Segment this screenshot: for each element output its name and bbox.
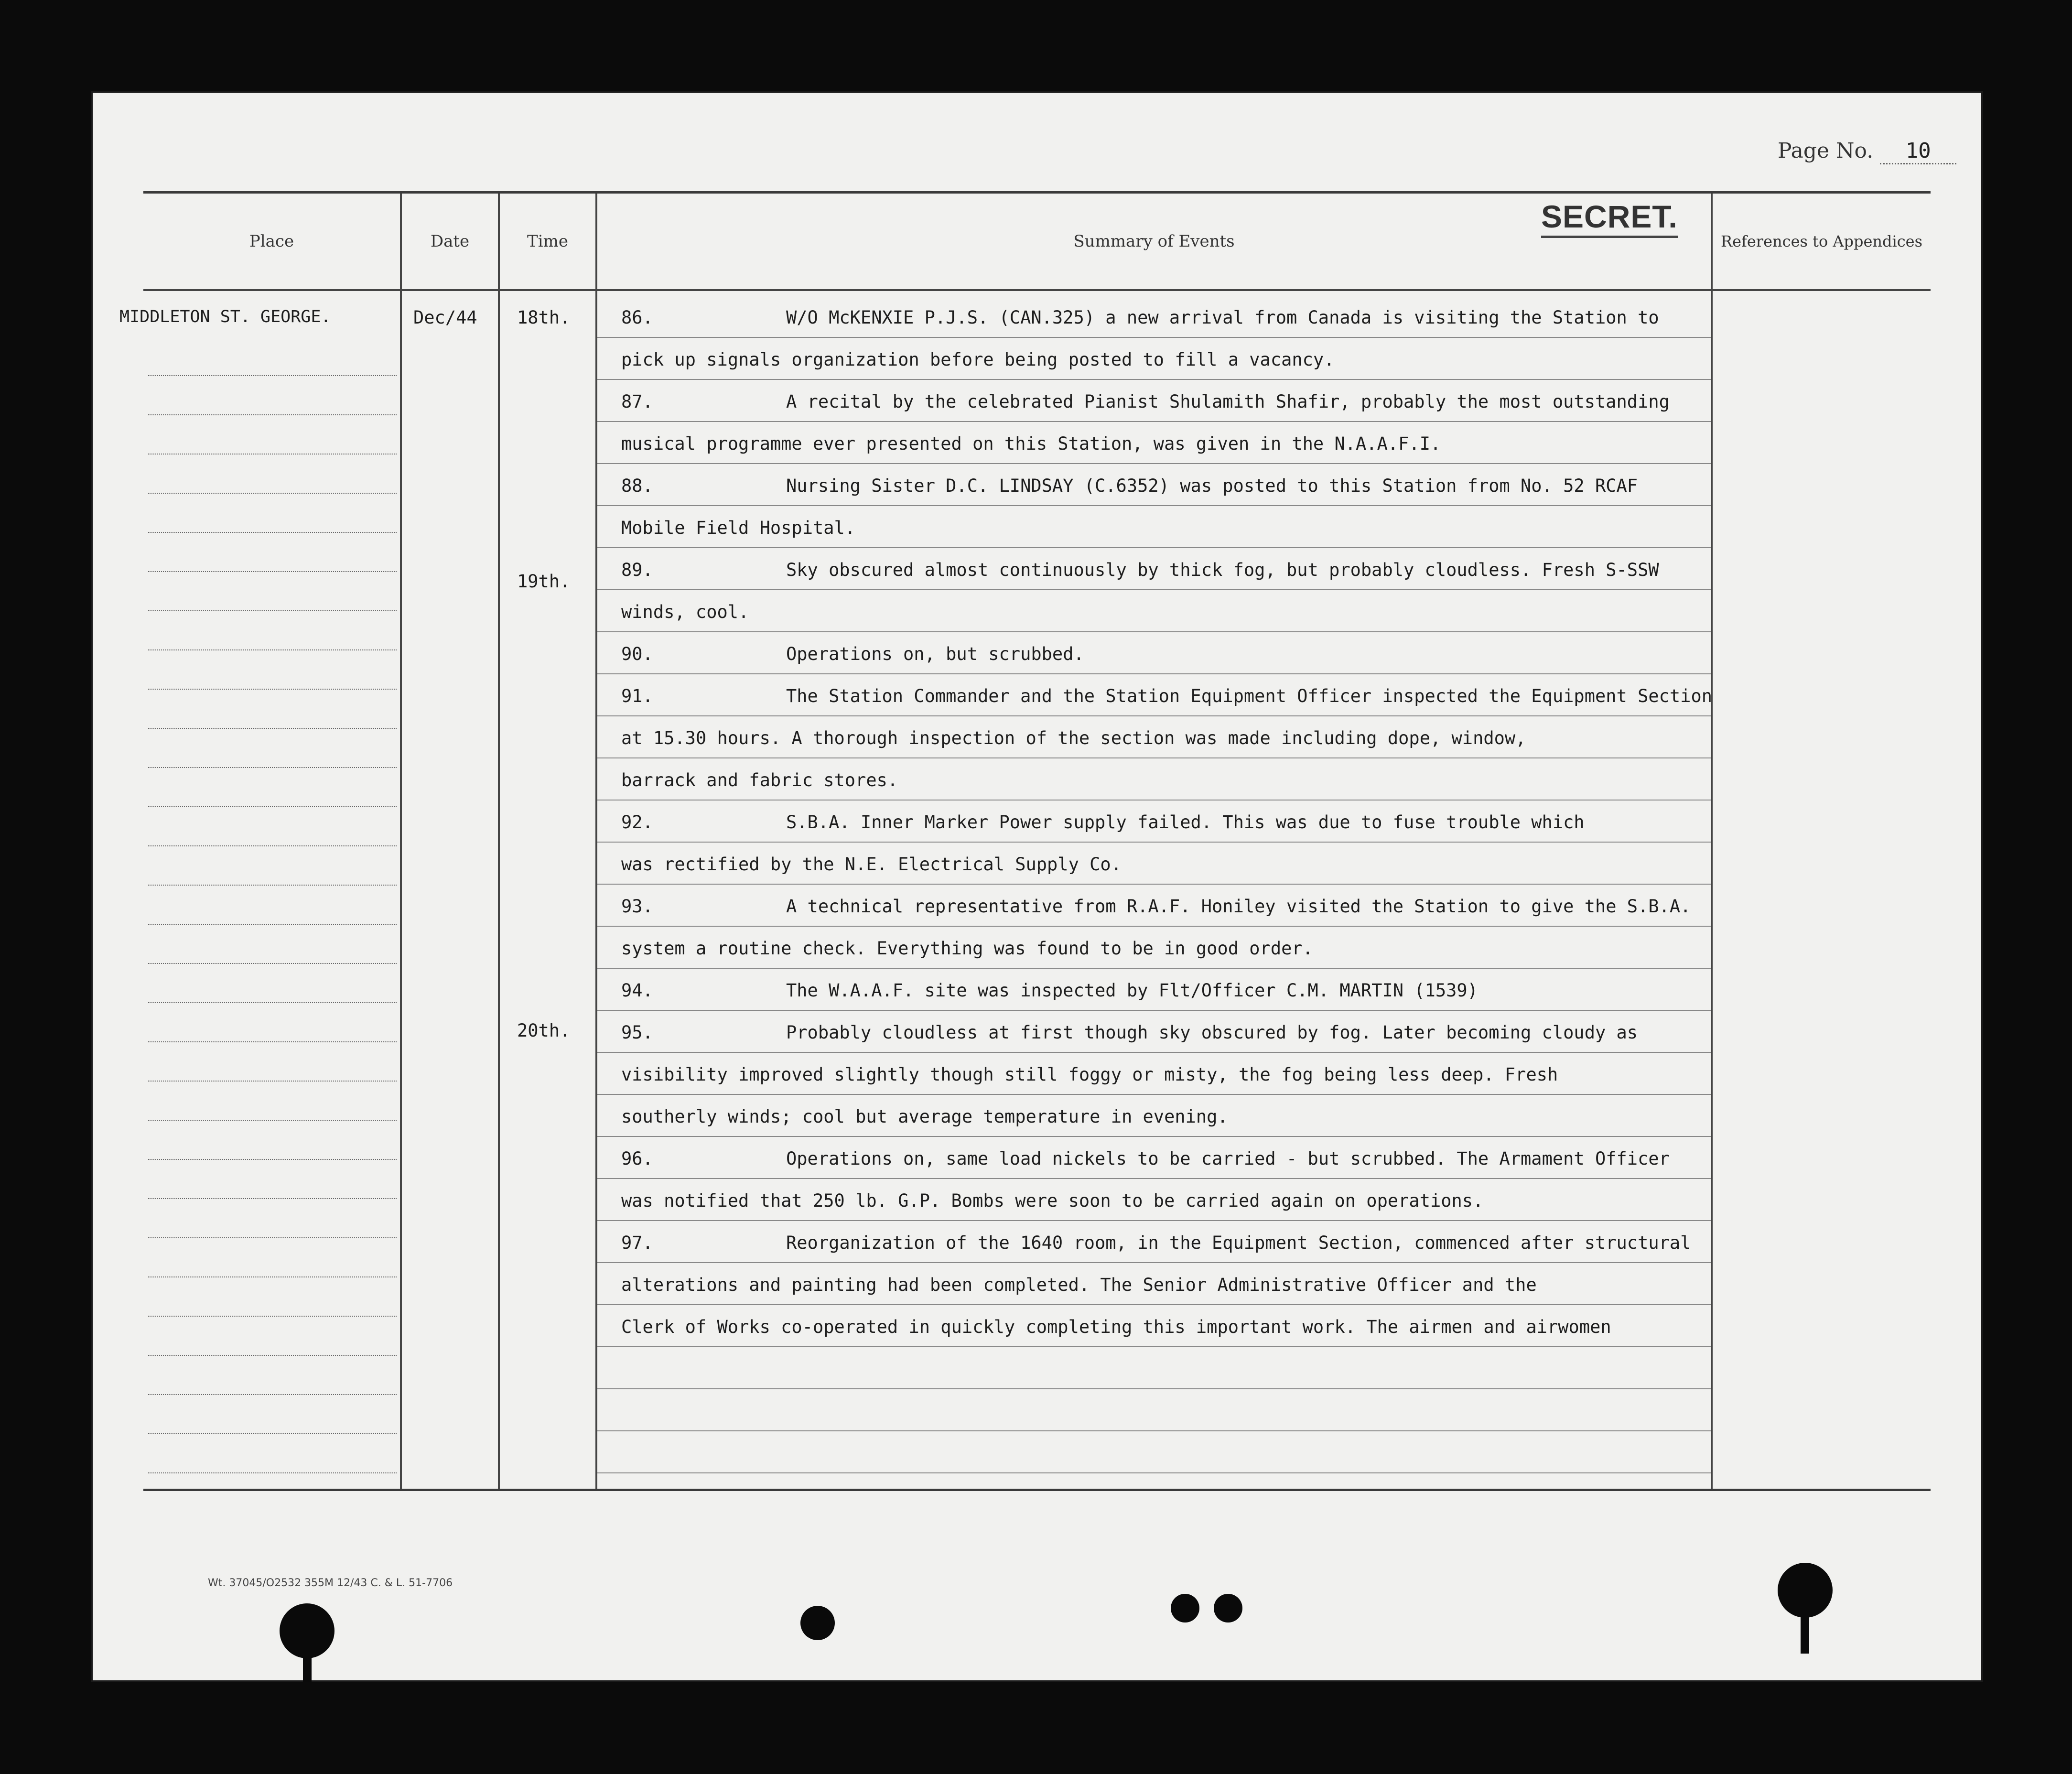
entry-number: 89. [621,560,653,580]
dotted-rule [148,1120,397,1121]
dotted-rule [148,689,397,690]
dotted-rule [148,532,397,533]
entry-number: 86. [621,307,653,328]
summary-line: Clerk of Works co-operated in quickly completing this important work. The airmen and airwomen [621,1317,1611,1337]
dotted-rule [148,845,397,846]
time-cell: 18th. [517,307,571,328]
summary-line: Mobile Field Hospital. [621,518,856,538]
column-divider [400,194,402,1489]
ruled-line [597,1136,1711,1137]
column-divider [1711,194,1713,1489]
ruled-line [597,379,1711,380]
dotted-rule [148,1355,397,1356]
entry-number: 87. [621,391,653,412]
ruled-line [597,631,1711,632]
entry-number: 97. [621,1233,653,1253]
entry-number: 91. [621,686,653,706]
column-divider [595,194,597,1489]
dotted-rule [148,649,397,650]
summary-line: Reorganization of the 1640 room, in the Equipment Section, commenced after structural [786,1233,1691,1253]
header-rule [143,289,1931,291]
dotted-rule [148,728,397,729]
dotted-rule [148,924,397,925]
summary-line: A recital by the celebrated Pianist Shulamith Shafir, probably the most outstanding [786,391,1670,412]
ruled-line [597,715,1711,716]
header-place: Place [249,232,294,251]
summary-line: winds, cool. [621,602,749,622]
dotted-rule [148,375,397,376]
page-number-label: Page No. [1778,139,1874,163]
header-references: References to Appendices [1720,232,1923,250]
ruled-line [597,1010,1711,1011]
dotted-rule [148,1433,397,1434]
dotted-rule [148,610,397,611]
summary-line: W/O McKENXIE P.J.S. (CAN.325) a new arrival from Canada is visiting the Station to [786,307,1659,328]
time-cell: 19th. [517,571,571,592]
dotted-rule [148,414,397,415]
dotted-rule [148,1316,397,1317]
summary-line: alterations and painting had been completed. The Senior Administrative Officer and the [621,1275,1537,1295]
entry-number: 90. [621,644,653,664]
ruled-line [597,968,1711,969]
ruled-line [597,1262,1711,1263]
summary-line: Operations on, same load nickels to be carried - but scrubbed. The Armament Officer [786,1148,1670,1169]
summary-line: pick up signals organization before being posted to fill a vacancy. [621,349,1335,370]
ruled-line [597,1178,1711,1179]
ruled-line [597,842,1711,843]
entry-number: 95. [621,1022,653,1043]
ruled-line [597,1346,1711,1347]
summary-line: S.B.A. Inner Marker Power supply failed. This was due to fuse trouble which [786,812,1585,833]
entry-number: 93. [621,896,653,917]
events-table [119,191,1931,1491]
punch-hole-tab [1801,1606,1809,1654]
entry-number: 92. [621,812,653,833]
dotted-rule [148,1276,397,1277]
summary-line: The W.A.A.F. site was inspected by Flt/Officer C.M. MARTIN (1539) [786,980,1478,1001]
ruled-line [597,337,1711,338]
summary-line: southerly winds; cool but average temperature in evening. [621,1106,1228,1127]
ruled-line [597,1472,1711,1473]
dotted-rule [148,1237,397,1238]
summary-line: A technical representative from R.A.F. Honiley visited the Station to give the S.B.A. [786,896,1691,917]
summary-line: Sky obscured almost continuously by thick fog, but probably cloudless. Fresh S-SSW [786,560,1659,580]
punch-hole [800,1606,835,1640]
ruled-line [597,673,1711,674]
secret-stamp: SECRET. [1541,198,1678,238]
summary-line: Nursing Sister D.C. LINDSAY (C.6352) was posted to this Station from No. 52 RCAF [786,476,1638,496]
ruled-line [597,884,1711,885]
diary-page [91,91,1983,1682]
punch-hole [1171,1594,1199,1623]
dotted-rule [148,1081,397,1082]
ruled-line [597,1094,1711,1095]
summary-line: Probably cloudless at first though sky obscured by fog. Later becoming cloudy as [786,1022,1638,1043]
header-date: Date [430,232,470,251]
dotted-rule [148,963,397,964]
summary-line: Operations on, but scrubbed. [786,644,1084,664]
summary-line: was rectified by the N.E. Electrical Supply Co. [621,854,1122,875]
summary-line: at 15.30 hours. A thorough inspection of the section was made including dope, window, [621,728,1526,748]
form-imprint: Wt. 37045/O2532 355M 12/43 C. & L. 51-7706 [208,1577,453,1589]
summary-line: The Station Commander and the Station Equipment Officer inspected the Equipment Section [786,686,1713,706]
summary-line: visibility improved slightly though still foggy or misty, the fog being less deep. Fresh [621,1064,1558,1085]
summary-line: barrack and fabric stores. [621,770,898,790]
dotted-rule [148,885,397,886]
column-divider [498,194,500,1489]
summary-line: musical programme ever presented on this Station, was given in the N.A.A.F.I. [621,433,1441,454]
header-time: Time [527,232,568,251]
dotted-rule [148,1002,397,1003]
page-number-field [1778,139,1956,164]
dotted-rule [148,1041,397,1042]
dotted-rule [148,1159,397,1160]
dotted-rule [148,493,397,494]
entry-number: 96. [621,1148,653,1169]
punch-hole-tab [303,1644,312,1682]
ruled-line [597,421,1711,422]
dotted-rule [148,1472,397,1473]
entry-number: 88. [621,476,653,496]
entry-number: 94. [621,980,653,1001]
dotted-rule [148,767,397,768]
ruled-line [597,926,1711,927]
ruled-line [597,547,1711,548]
ruled-line [597,463,1711,464]
ruled-line [597,1052,1711,1053]
ruled-line [597,1304,1711,1305]
time-cell: 20th. [517,1020,571,1041]
page-number: 10 [1880,139,1956,164]
ruled-line [597,757,1711,758]
ruled-line [597,589,1711,590]
header-summary: Summary of Events [1073,232,1235,251]
ruled-line [597,505,1711,506]
dotted-rule [148,1198,397,1199]
summary-line: system a routine check. Everything was found to be in good order. [621,938,1313,959]
ruled-line [597,1388,1711,1389]
summary-line: was notified that 250 lb. G.P. Bombs were soon to be carried again on operations. [621,1190,1484,1211]
punch-hole [1214,1594,1242,1623]
place-cell: MIDDLETON ST. GEORGE. [119,307,331,326]
dotted-rule [148,1394,397,1395]
dotted-rule [148,571,397,572]
ruled-line [597,1220,1711,1221]
dotted-rule [148,806,397,807]
date-cell: Dec/44 [413,307,477,328]
ruled-line [597,1430,1711,1431]
